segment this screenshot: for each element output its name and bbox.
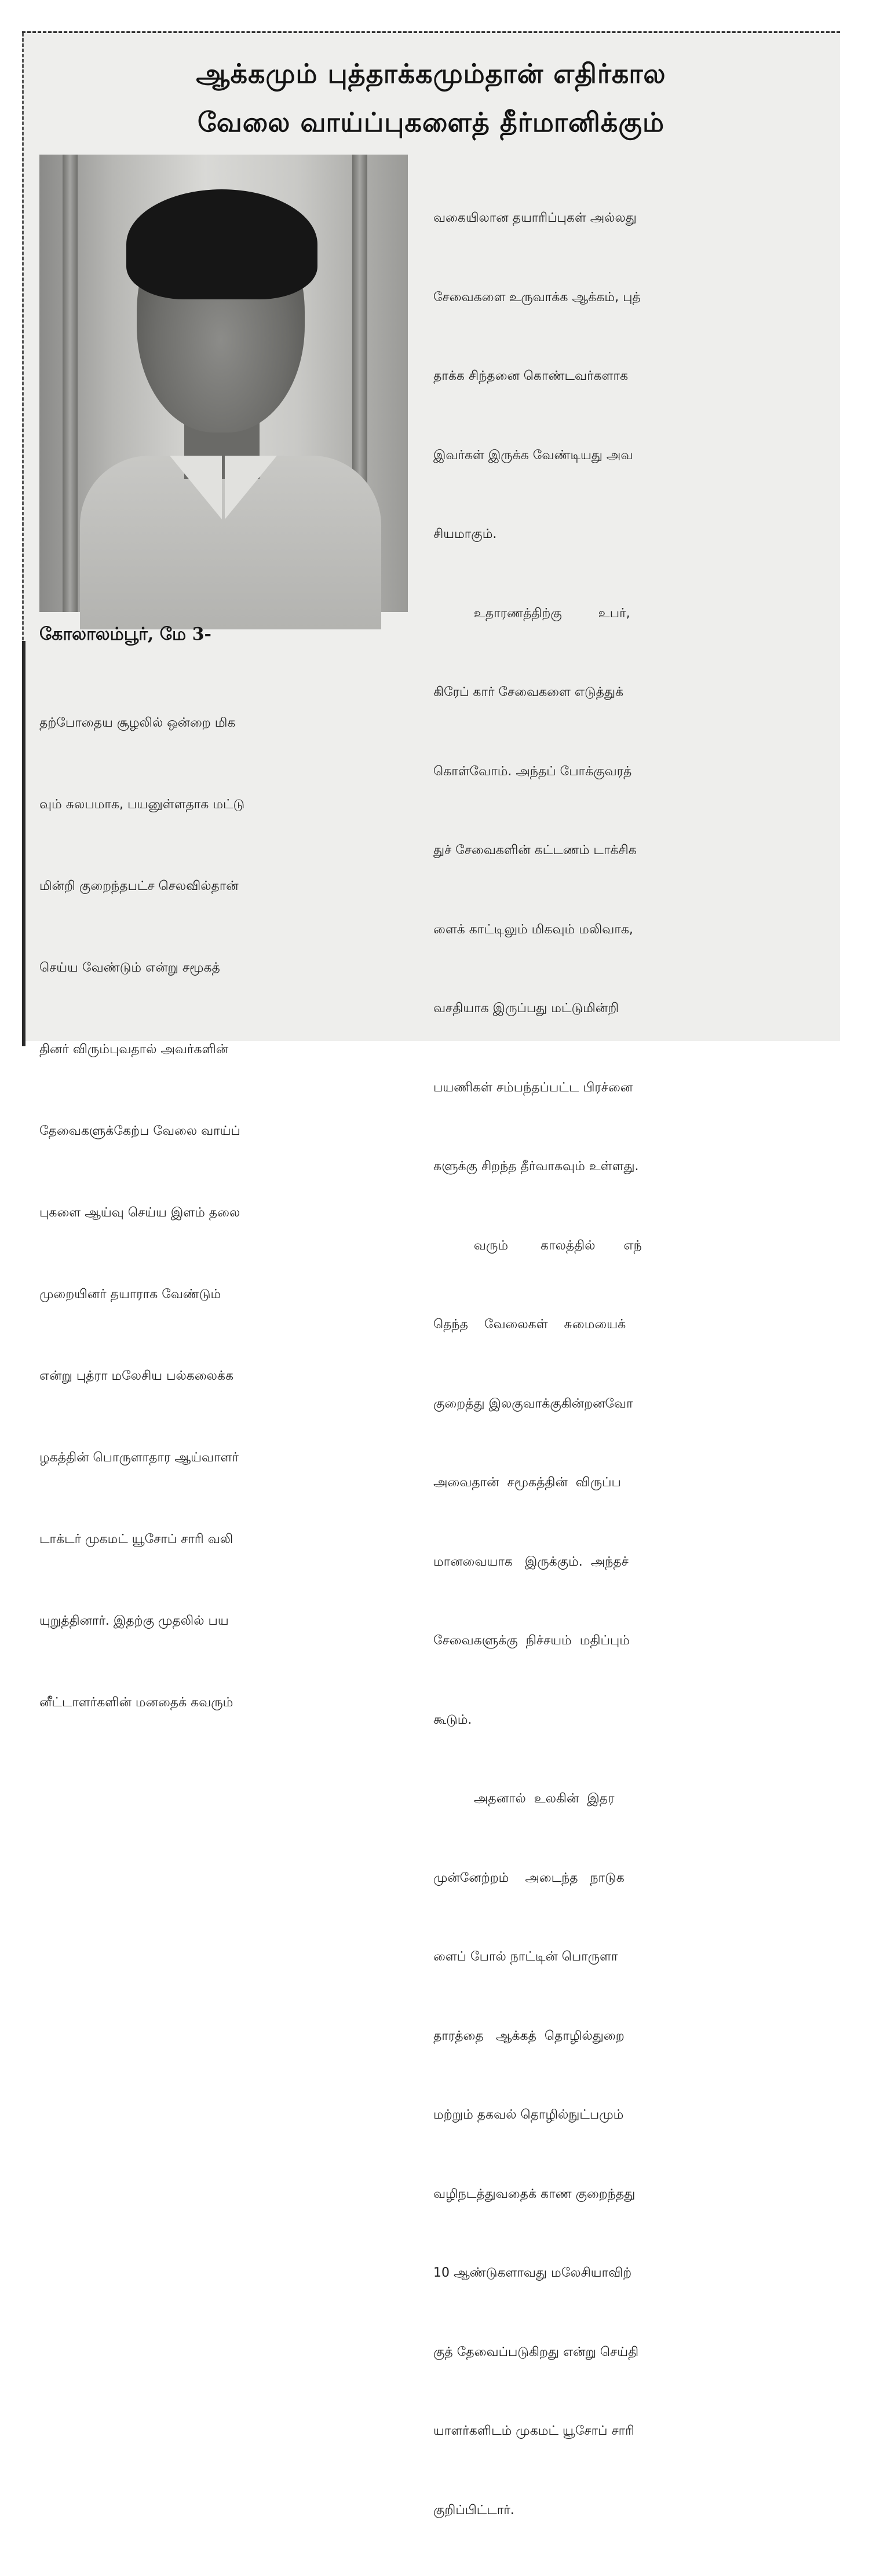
text-line: சியமாகும். — [433, 527, 497, 541]
text-line: இவர்கள் இருக்க வேண்டியது அவ — [433, 448, 633, 463]
text-line: முன்னேற்றம் அடைந்த நாடுக — [433, 1870, 625, 1885]
text-line: மற்றும் தகவல் தொழில்நுட்பமும் — [433, 2108, 624, 2122]
text-line: துச் சேவைகளின் கட்டணம் டாக்சிக — [433, 843, 637, 858]
text-line: குறிப்பிட்டார். — [433, 2502, 514, 2518]
text-line: ளைக் காட்டிலும் மிகவும் மலிவாக, — [433, 922, 633, 937]
text-line: ழகத்தின் பொருளாதார ஆய்வாளர் — [39, 1450, 239, 1465]
text-line: குத் தேவைப்படுகிறது என்று செய்தி — [433, 2344, 639, 2359]
text-line: தாரத்தை ஆக்கத் தொழில்துறை — [433, 2028, 625, 2043]
right-column-text — [433, 152, 833, 2576]
text-line: தெந்த வேலைகள் சுமையைக் — [433, 1317, 626, 1332]
text-line: என்று புத்ரா மலேசிய பல்கலைக்க — [39, 1369, 234, 1383]
collar-right-shape — [225, 456, 277, 519]
text-line: ளைப் போல் நாட்டின் பொருளா — [433, 1950, 618, 1964]
window-frame-strip — [63, 155, 78, 612]
text-line: வசதியாக இருப்பது மட்டுமின்றி — [433, 1001, 619, 1016]
text-line: னீட்டாளர்களின் மனதைக் கவரும் — [39, 1695, 233, 1710]
text-line: 10 ஆண்டுகளாவது மலேசியாவிற் — [433, 2266, 632, 2280]
text-line: தேவைகளுக்கேற்ப வேலை வாய்ப் — [39, 1124, 240, 1138]
text-line: தற்போதைய சூழலில் ஒன்றை மிக — [39, 716, 236, 730]
collar-left-shape — [170, 456, 222, 519]
text-line: பயணிகள் சம்பந்தப்பட்ட பிரச்னை — [433, 1080, 633, 1095]
headline-line-1: ஆக்கமும் புத்தாக்கமும்தான் எதிர்கால — [196, 58, 666, 89]
text-line: வகையிலான தயாரிப்புகள் அல்லது — [433, 211, 637, 225]
text-line: கொள்வோம். அந்தப் போக்குவரத் — [433, 764, 632, 779]
text-line: மானவையாக இருக்கும். அந்தச் — [433, 1554, 629, 1569]
text-line: சேவைகளுக்கு நிச்சயம் மதிப்பும் — [433, 1633, 630, 1648]
text-line: முறையினர் தயாராக வேண்டும் — [39, 1287, 221, 1302]
text-line: யுறுத்தினார். இதற்கு முதலில் பய — [39, 1614, 229, 1628]
text-line: தாக்க சிந்தனை கொண்டவர்களாக — [433, 369, 629, 383]
text-line: கிரேப் கார் சேவைகளை எடுத்துக் — [433, 685, 624, 699]
text-line: வரும் காலத்தில் எந் — [433, 1238, 642, 1253]
dateline: கோலாலம்பூர், மே 3- — [39, 624, 211, 644]
text-line: கூடும். — [433, 1712, 472, 1727]
text-line: செய்ய வேண்டும் என்று சமூகத் — [39, 961, 220, 975]
text-line: தினர் விரும்புவதால் அவர்களின் — [39, 1042, 229, 1057]
left-column-text — [39, 655, 408, 1771]
text-line: களுக்கு சிறந்த தீர்வாகவும் உள்ளது. — [433, 1159, 639, 1174]
text-line: மின்றி குறைந்தபட்ச செலவில்தான் — [39, 879, 239, 893]
text-line: உதாரணத்திற்கு உபர், — [433, 606, 630, 621]
text-line: புகளை ஆய்வு செய்ய இளம் தலை — [39, 1205, 240, 1220]
text-line: சேவைகளை உருவாக்க ஆக்கம், புத் — [433, 290, 641, 305]
newspaper-clipping — [22, 31, 840, 2518]
text-line: யாளர்களிடம் முகமட் யூசோப் சாரி — [433, 2424, 634, 2438]
headline-line-2: வேலை வாய்ப்புகளைத் தீர்மானிக்கும் — [198, 107, 664, 138]
headline — [34, 49, 828, 146]
text-line: அதனால் உலகின் இதர — [433, 1791, 615, 1806]
hair-shape — [126, 189, 317, 299]
text-line: டாக்டர் முகமட் யூசோப் சாரி வலி — [39, 1532, 233, 1547]
text-line: வழிநடத்துவதைக் காண குறைந்தது — [433, 2186, 636, 2201]
portrait-photo — [39, 155, 408, 612]
text-line: வும் சுலபமாக, பயனுள்ளதாக மட்டு — [39, 797, 245, 812]
text-line: அவைதான் சமூகத்தின் விருப்ப — [433, 1475, 621, 1490]
text-line: குறைத்து இலகுவாக்குகின்றனவோ — [433, 1396, 633, 1411]
